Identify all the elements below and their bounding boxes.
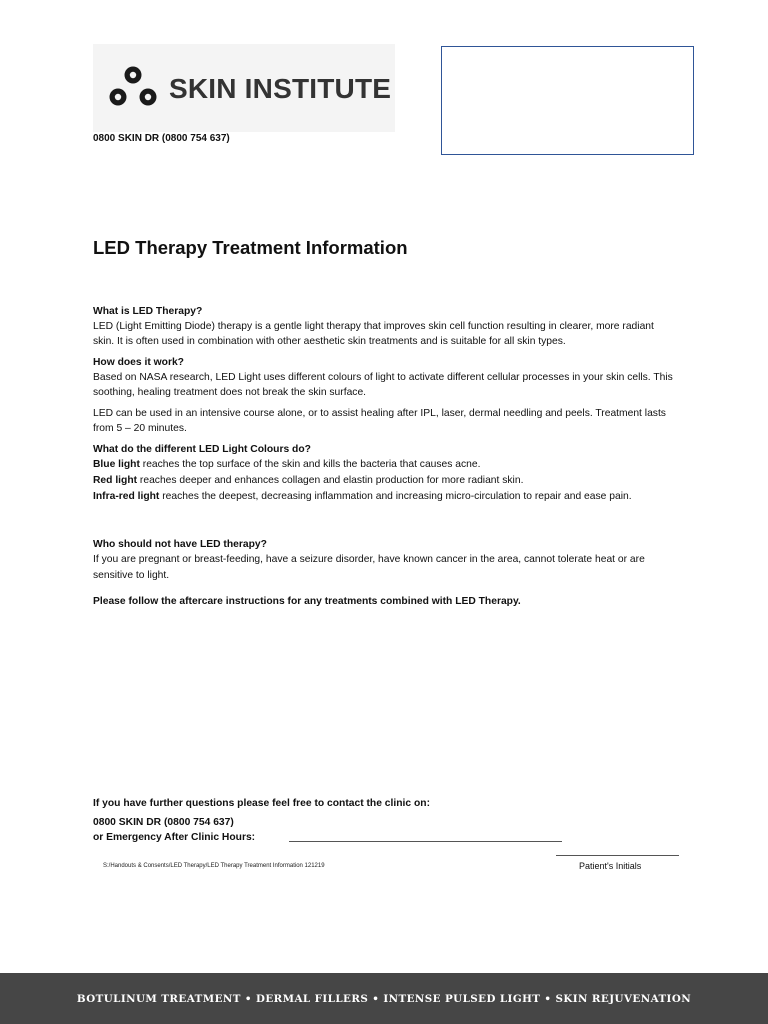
colour-item-blue: Blue light reaches the top surface of the skin and kills the bacteria that causes acne. bbox=[93, 459, 481, 470]
clinic-logo bbox=[93, 44, 395, 132]
heading-what-is-led: What is LED Therapy? bbox=[93, 306, 203, 317]
aftercare-notice: Please follow the aftercare instructions for any treatments combined with LED Therapy. bbox=[93, 596, 521, 607]
emergency-number-line bbox=[289, 841, 562, 842]
initials-signature-line bbox=[556, 855, 679, 856]
page-title: LED Therapy Treatment Information bbox=[93, 237, 408, 258]
paragraph-treatment-duration: LED can be used in an intensive course alone, or to assist healing after IPL, laser, dermal needling and peels. Treatment lasts from 5 – 20 minutes. bbox=[93, 408, 666, 434]
paragraph-who-should-not: If you are pregnant or breast-feeding, have a seizure disorder, have known cancer in the area, cannot tolerate heat or are sensitive to light. bbox=[93, 554, 645, 581]
patient-label-box bbox=[441, 46, 694, 155]
contact-intro: If you have further questions please feel free to contact the clinic on: bbox=[93, 798, 431, 809]
paragraph-how-it-works: Based on NASA research, LED Light uses different colours of light to activate different cellular processes in your skin cells. This soothing, healing treatment does not break the skin surface. bbox=[93, 372, 673, 398]
heading-light-colours: What do the different LED Light Colours do? bbox=[93, 444, 311, 455]
heading-how-it-works: How does it work? bbox=[93, 357, 184, 368]
contact-block bbox=[93, 796, 430, 846]
patient-initials-label: Patient's Initials bbox=[579, 861, 642, 871]
document-body bbox=[93, 304, 673, 609]
header-phone: 0800 SKIN DR (0800 754 637) bbox=[93, 133, 230, 144]
logo-text: SKIN INSTITUTE bbox=[169, 73, 392, 104]
heading-who-should-not: Who should not have LED therapy? bbox=[93, 539, 267, 550]
file-path: S:/Handouts & Consents/LED Therapy/LED Therapy Treatment Information 121219 bbox=[103, 863, 325, 869]
colour-item-red: Red light reaches deeper and enhances collagen and elastin production for more radiant skin. bbox=[93, 475, 524, 486]
footer-services: BOTULINUM TREATMENT • DERMAL FILLERS • INTENSE PULSED LIGHT • SKIN REJUVENATION bbox=[76, 992, 692, 1005]
paragraph-what-is-led: LED (Light Emitting Diode) therapy is a gentle light therapy that improves skin cell function resulting in clearer, more radiant skin. It is often used in combination with other aesthetic skin treatments and is suitable for all skin types. bbox=[93, 321, 654, 347]
footer-banner bbox=[0, 973, 768, 1024]
three-circles-logo-icon bbox=[107, 64, 159, 110]
contact-phone: 0800 SKIN DR (0800 754 637) bbox=[93, 816, 234, 828]
emergency-label: or Emergency After Clinic Hours: bbox=[93, 832, 256, 843]
colour-item-infrared: Infra-red light reaches the deepest, decreasing inflammation and increasing micro-circulation to repair and ease pain. bbox=[93, 491, 632, 502]
